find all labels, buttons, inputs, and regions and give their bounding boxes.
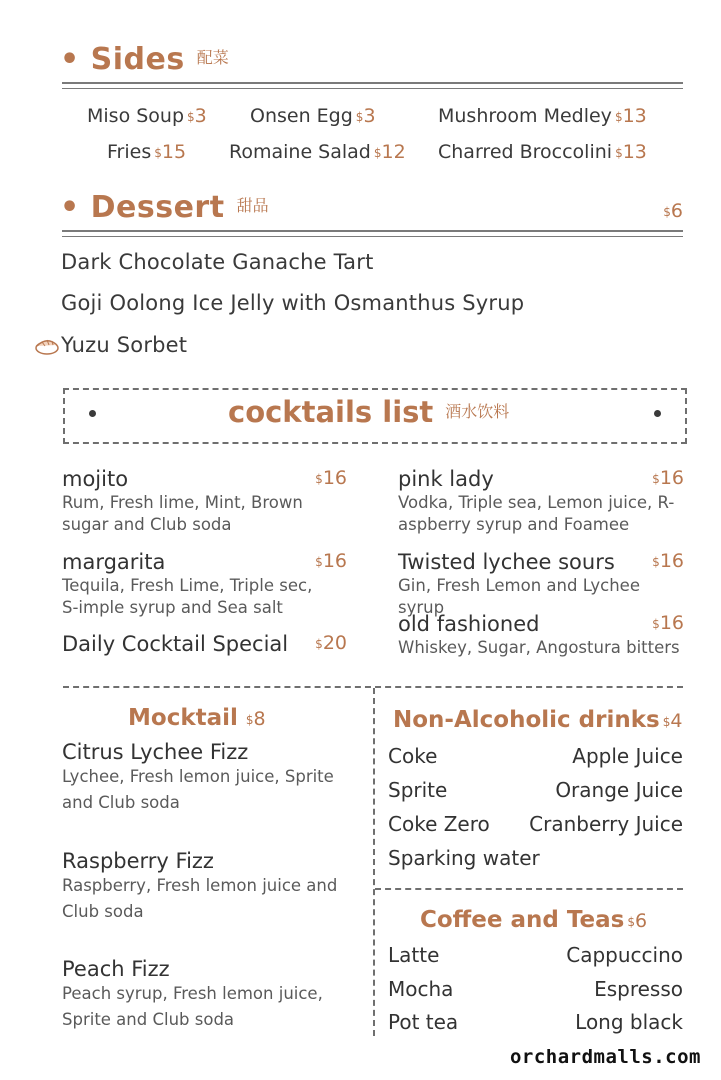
cocktail-name: Twisted lychee sours: [398, 550, 615, 574]
bullet-dot: [89, 410, 96, 417]
cocktail-price: 20: [322, 632, 347, 654]
drink-item: Coke Zero: [388, 812, 490, 836]
side-item: Onsen Egg $3: [250, 105, 376, 127]
side-item: Miso Soup $3: [87, 105, 207, 127]
cocktail-desc: Vodka, Triple sea, Lemon juice, R-aspberry syrup and Foamee: [398, 493, 675, 534]
dessert-item: Dark Chocolate Ganache Tart: [61, 250, 374, 274]
drink-item: Sprite: [388, 778, 448, 802]
cocktail-name: Daily Cocktail Special: [62, 632, 289, 656]
drink-item: Sparking water: [388, 846, 540, 870]
cocktails-title: cocktails list: [228, 395, 434, 429]
cocktail-item: margarita $16 Tequila, Fresh Lime, Triple sec, S-imple syrup and Sea salt: [62, 550, 347, 617]
dessert-header: [60, 190, 269, 225]
mocktail-item: [62, 740, 362, 816]
drink-item: Apple Juice: [572, 744, 683, 768]
sushi-icon: [34, 336, 60, 360]
cocktail-desc: Gin, Fresh Lemon and Lychee syrup: [398, 576, 640, 617]
mocktail-header: Mocktail $8: [128, 705, 266, 731]
non-alcoholic-header: Non-Alcoholic drinks $4: [393, 707, 683, 733]
cocktail-desc: Rum, Fresh lime, Mint, Brown sugar and Club soda: [62, 493, 303, 534]
cocktail-name: margarita: [62, 550, 166, 574]
site-watermark: orchardmalls.com: [509, 1046, 701, 1068]
coffee-header: Coffee and Teas $6: [420, 907, 648, 933]
drink-item: Latte: [388, 943, 440, 967]
side-price: 13: [622, 141, 647, 163]
side-price: 12: [381, 141, 406, 163]
mocktail-desc: Peach syrup, Fresh lemon juice, Sprite and Club soda: [62, 984, 323, 1029]
cocktail-desc: Whiskey, Sugar, Angostura bitters: [398, 638, 680, 657]
sides-title-cn: 配菜: [196, 48, 229, 67]
coffee-price: 6: [634, 910, 648, 932]
dessert-rule: [62, 230, 683, 237]
mocktail-price: 8: [253, 708, 266, 730]
mocktail-title: Mocktail: [128, 705, 238, 731]
cocktails-title-cn: 酒水饮料: [445, 402, 510, 421]
cocktail-desc: Tequila, Fresh Lime, Triple sec, S-imple syrup and Sea salt: [62, 576, 313, 617]
cocktail-name: old fashioned: [398, 612, 540, 636]
mocktail-desc: Raspberry, Fresh lemon juice and Club soda: [62, 876, 338, 921]
side-name: Onsen Egg: [250, 105, 353, 127]
mocktail-name: Raspberry Fizz: [62, 849, 214, 873]
side-name: Romaine Salad: [229, 141, 371, 163]
side-price: 15: [161, 141, 187, 163]
mocktail-item: [62, 849, 362, 925]
non-alcoholic-title: Non-Alcoholic drinks: [393, 707, 660, 733]
mocktail-name: Peach Fizz: [62, 957, 170, 981]
cocktail-price: 16: [659, 467, 684, 489]
dessert-item: Yuzu Sorbet: [61, 333, 188, 357]
dessert-title: • Dessert: [60, 190, 225, 225]
dessert-title-cn: 甜品: [236, 196, 269, 215]
side-item: Charred Broccolini $13: [438, 141, 647, 163]
drink-item: Mocha: [388, 977, 454, 1001]
cocktail-price: 16: [659, 550, 684, 572]
side-price: 13: [622, 105, 647, 127]
dessert-price: $6: [663, 200, 683, 222]
side-price: 3: [363, 105, 376, 127]
drink-item: Pot tea: [388, 1010, 459, 1034]
drink-item: Coke: [388, 744, 438, 768]
cocktail-price: 16: [659, 612, 684, 634]
coffee-title: Coffee and Teas: [420, 907, 625, 933]
side-item: Mushroom Medley $13: [438, 105, 647, 127]
cocktail-item: mojito $16 Rum, Fresh lime, Mint, Brown sugar and Club soda: [62, 467, 347, 534]
side-name: Miso Soup: [87, 105, 185, 127]
cocktails-header: [228, 395, 509, 429]
sides-header: [60, 42, 229, 77]
sides-rule: [62, 82, 683, 89]
side-item: Romaine Salad $12: [229, 141, 406, 163]
divider: [373, 688, 375, 1036]
mocktail-name: Citrus Lychee Fizz: [62, 740, 249, 764]
cocktail-price: 16: [322, 550, 347, 572]
non-alcoholic-price: 4: [670, 710, 683, 732]
drink-item: Orange Juice: [555, 778, 683, 802]
side-name: Charred Broccolini: [438, 141, 613, 163]
cocktail-name: pink lady: [398, 467, 494, 491]
side-price: 3: [194, 105, 207, 127]
drink-item: Cranberry Juice: [529, 812, 683, 836]
side-name: Mushroom Medley: [438, 105, 612, 127]
cocktail-name: mojito: [62, 467, 129, 491]
cocktail-item: Twisted lychee sours $16 Gin, Fresh Lemon and Lychee syrup: [398, 550, 684, 617]
bullet-dot: [654, 410, 661, 417]
sides-title: • Sides: [60, 42, 185, 77]
mocktail-desc: Lychee, Fresh lemon juice, Sprite and Club soda: [62, 767, 334, 812]
cocktail-item: old fashioned $16 Whiskey, Sugar, Angostura bitters: [398, 612, 684, 657]
drink-item: Espresso: [594, 977, 683, 1001]
dessert-item: Goji Oolong Ice Jelly with Osmanthus Syrup: [61, 291, 525, 315]
side-item: Fries $15: [107, 141, 187, 163]
cocktail-item: Daily Cocktail Special $20: [62, 632, 347, 656]
drink-item: Long black: [575, 1010, 683, 1034]
mocktail-item: [62, 957, 362, 1033]
cocktail-item: pink lady $16 Vodka, Triple sea, Lemon juice, R-aspberry syrup and Foamee: [398, 467, 684, 534]
divider: [375, 888, 683, 890]
cocktail-price: 16: [322, 467, 347, 489]
drink-item: Cappuccino: [566, 943, 683, 967]
side-name: Fries: [107, 141, 152, 163]
